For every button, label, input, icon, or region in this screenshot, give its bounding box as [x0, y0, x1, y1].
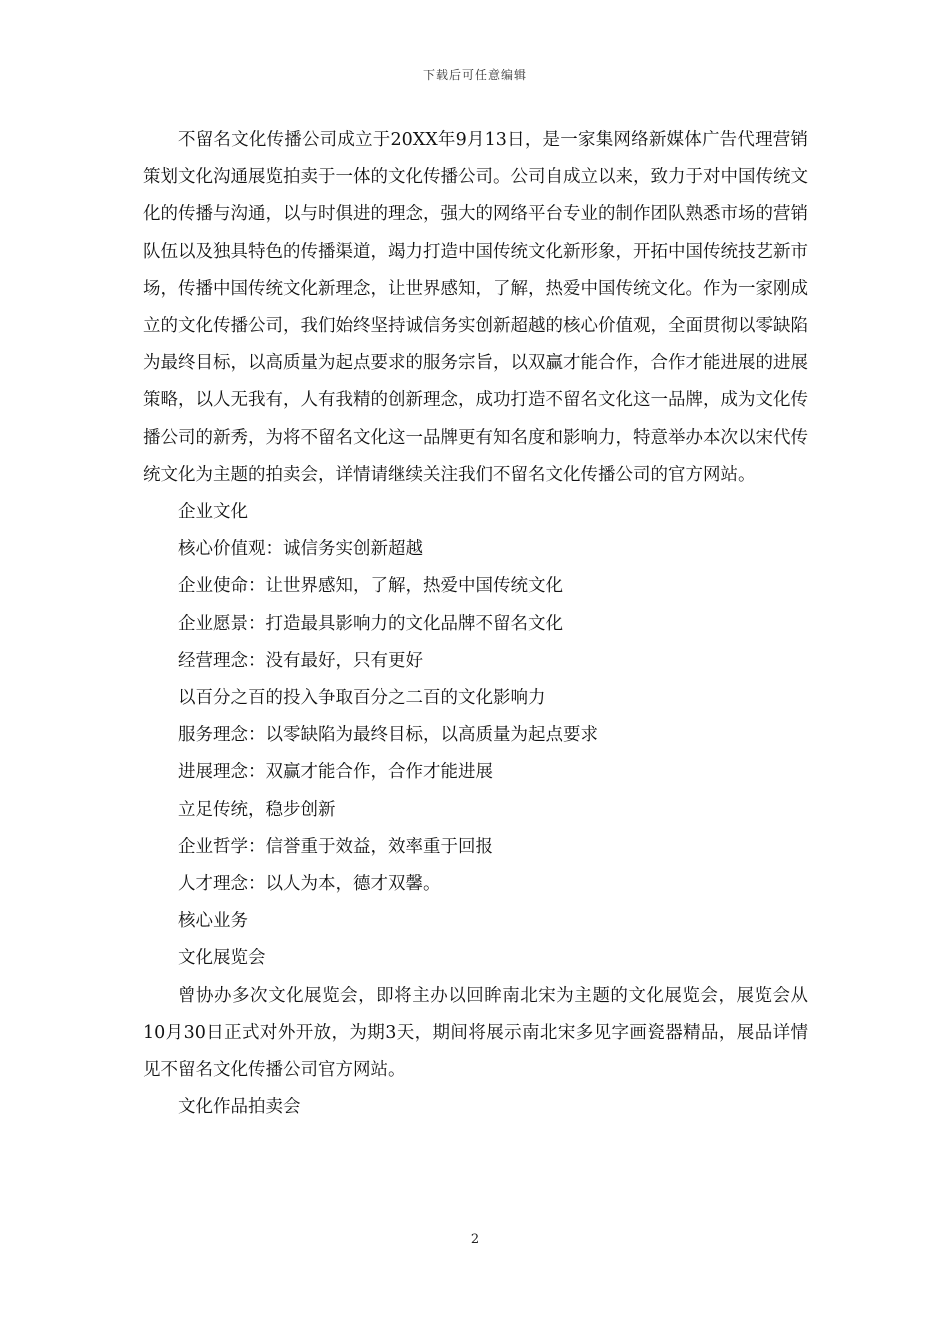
talent-philosophy-line: 人才理念：以人为本，德才双馨。	[178, 874, 441, 895]
page-number: 2	[470, 1232, 480, 1247]
service-philosophy-line: 服务理念：以零缺陷为最终目标，以高质量为起点要求	[178, 725, 598, 746]
document-body	[143, 122, 808, 1126]
company-intro-paragraph: 不留名文化传播公司成立于20XX年9月13日，是一家集网络新媒体广告代理营销策划文化沟通展览拍卖于一体的文化传播公司。公司自成立以来，致力于对中国传统文化的传播与沟通，以与时俱进的理念，强大的网络平台专业的制作团队熟悉市场的营销队伍以及独具特色的传播渠道，竭力打造中国传统文化新形象，开拓中国传统技艺新市场，传播中国传统文化新理念，让世界感知，了解，热爱中国传统文化。作为一家刚成立的文化传播公司，我们始终坚持诚信务实创新超越的核心价值观，全面贯彻以零缺陷为最终目标，以高质量为起点要求的服务宗旨，以双赢才能合作，合作才能进展的进展策略，以人无我有，人有我精的创新理念，成功打造不留名文化这一品牌，成为文化传播公司的新秀，为将不留名文化这一品牌更有知名度和影响力，特意举办本次以宋代传统文化为主题的拍卖会，详情请继续关注我们不留名文化传播公司的官方网站。	[143, 130, 808, 485]
section-heading-core-business: 核心业务	[178, 911, 248, 932]
core-values-line: 核心价值观：诚信务实创新超越	[178, 539, 423, 560]
corporate-philosophy-line: 企业哲学：信誉重于效益，效率重于回报	[178, 836, 493, 857]
mission-line: 企业使命：让世界感知，了解，热爱中国传统文化	[178, 576, 563, 597]
page-header: 下载后可任意编辑	[422, 68, 527, 82]
business-philosophy-line: 经营理念：没有最好，只有更好	[178, 650, 423, 671]
exhibition-paragraph: 曾协办多次文化展览会，即将主办以回眸南北宋为主题的文化展览会，展览会从10月30日正式对外开放，为期3天，期间将展示南北宋多见字画瓷器精品，展品详情见不留名文化传播公司官方网站。	[143, 985, 808, 1081]
subheading-cultural-exhibition: 文化展览会	[178, 948, 266, 969]
section-heading-corporate-culture: 企业文化	[178, 502, 248, 523]
business-philosophy-continuation: 以百分之百的投入争取百分之二百的文化影响力	[178, 688, 546, 709]
vision-line: 企业愿景：打造最具影响力的文化品牌不留名文化	[178, 613, 563, 634]
subheading-auction: 文化作品拍卖会	[178, 1097, 301, 1118]
development-philosophy-continuation: 立足传统，稳步创新	[178, 799, 336, 820]
development-philosophy-line: 进展理念：双赢才能合作，合作才能进展	[178, 762, 493, 783]
